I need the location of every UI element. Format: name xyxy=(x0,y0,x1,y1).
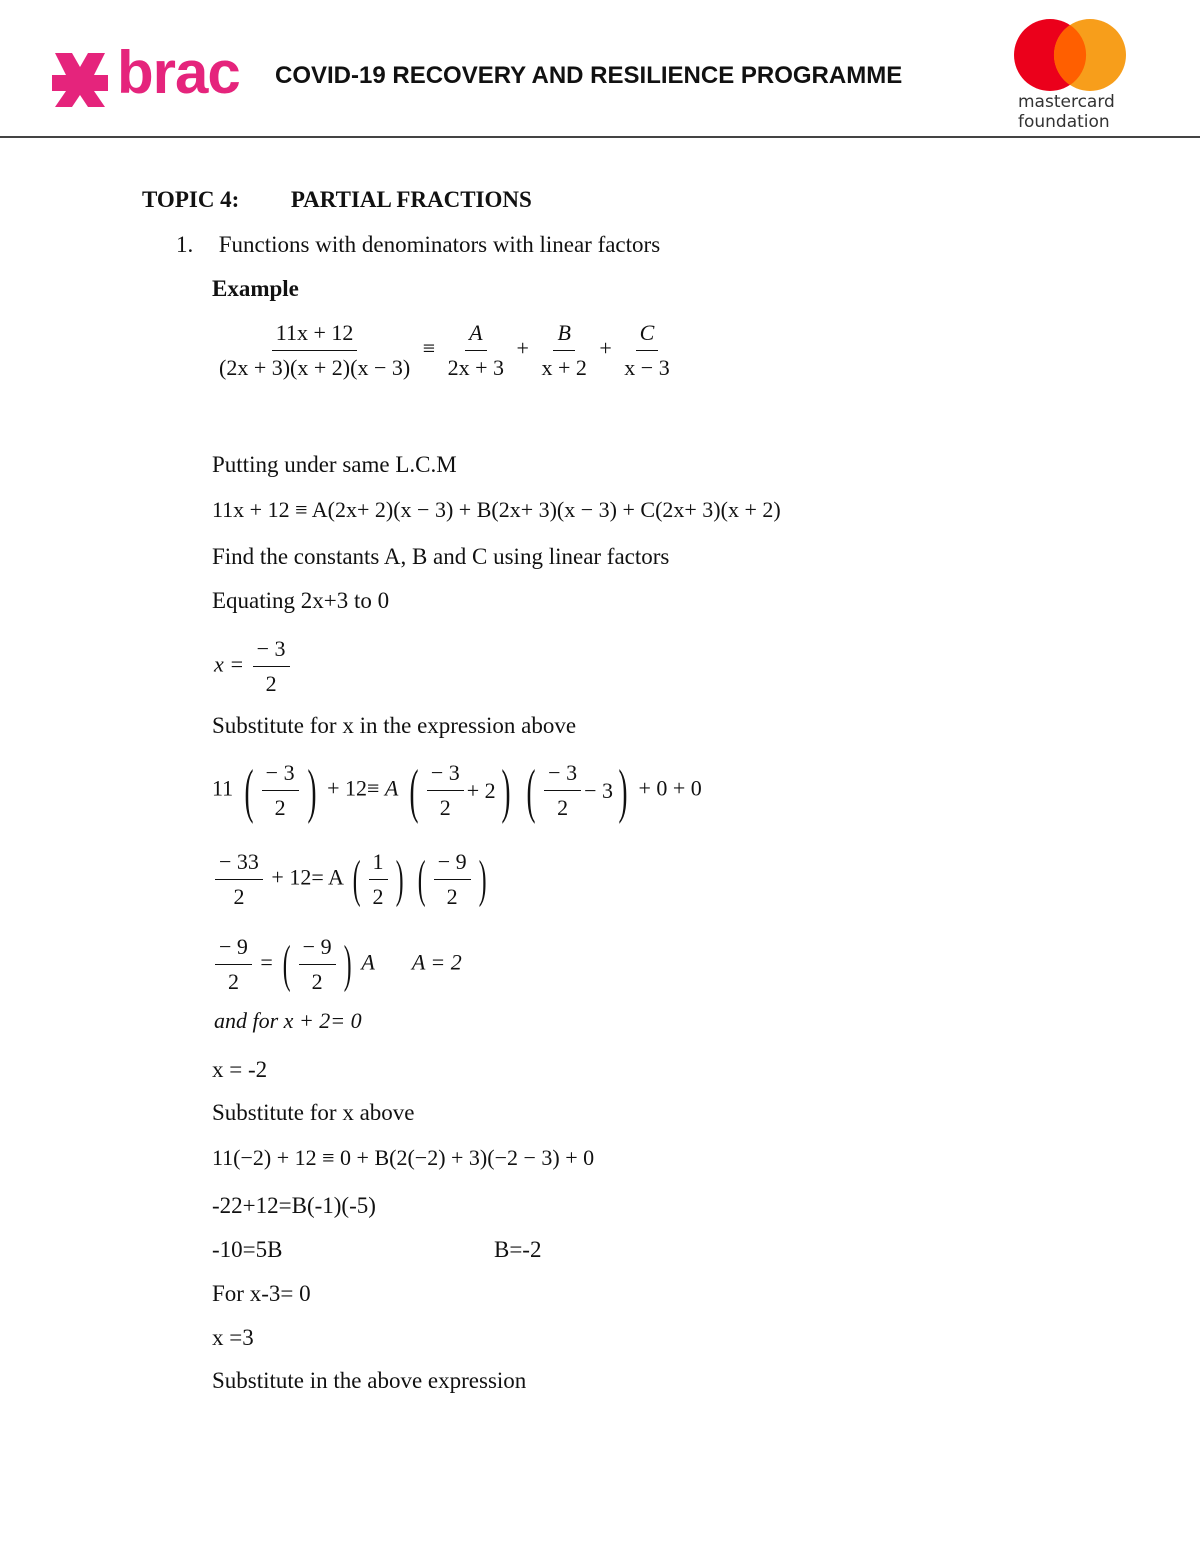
b-fraction: $\frac{B}{x + 2}$ xyxy=(541,320,587,380)
and-for-text: and for x + 2= 0 xyxy=(214,1008,362,1033)
lcm-text: Putting under same L.C.M xyxy=(212,452,457,477)
for-x3-text: For x-3= 0 xyxy=(212,1281,311,1306)
equation-5: $\frac{- 9}{2}$ = ( $\frac{- 9}{2}$ ) A A = 2 xyxy=(212,932,462,997)
substitute-text: Substitute for x in the expression above xyxy=(212,713,577,738)
equation-3: 11 ( $\frac{- 3}{2}$ ) + 12≡ A ( $\frac{- 3}{2}$ + 2 ) ( $\frac{- 3}{2}$ − 3 ) + 0 + 0 xyxy=(212,758,702,823)
x-value-equation: x = $\frac{- 3}{2}$ xyxy=(214,634,293,699)
list-item-text: Functions with denominators with linear factors xyxy=(218,232,661,257)
topic-label: TOPIC 4: xyxy=(142,187,240,212)
substitute-above-text: Substitute for x above xyxy=(212,1100,415,1125)
example-label: Example xyxy=(212,276,299,301)
mastercard-line: mastercard xyxy=(1018,92,1115,112)
a-fraction: $\frac{A}{2x + 3}$ xyxy=(447,320,505,380)
header-divider xyxy=(0,136,1200,138)
equation-8-right: B=-2 xyxy=(494,1237,542,1262)
equation-7: -22+12=B(-1)(-5) xyxy=(212,1193,376,1218)
list-item-1 xyxy=(176,232,660,258)
topic-heading xyxy=(142,187,532,213)
list-item-number: 1. xyxy=(176,232,194,257)
foundation-line: foundation xyxy=(1018,112,1110,132)
page-header xyxy=(0,0,1200,138)
substitute-expression-text: Substitute in the above expression xyxy=(212,1368,527,1393)
c-fraction: $\frac{C}{x - 3}$ xyxy=(624,320,670,380)
equation-4: $\frac{- 33}{2}$ + 12= A ( $\frac{1}{2}$ ) ( $\frac{- 9}{2}$ ) xyxy=(212,847,491,912)
a-result: A = 2 xyxy=(411,949,462,975)
mastercard-foundation-text xyxy=(1018,92,1128,132)
mastercard-logo-icon xyxy=(1010,18,1130,93)
brac-logo-text: brac xyxy=(117,39,240,106)
topic-title: PARTIAL FRACTIONS xyxy=(290,187,532,212)
lhs-fraction: $\frac{11x + 12}{(2x + 3)(x + 2)(x - 3)}$ xyxy=(219,320,411,380)
equation-1: $\frac{11x + 12}{(2x + 3)(x + 2)(x - 3)}$ ≡ $\frac{A}{2x + 3}$ + $\frac{B}{x + 2}$ + $\frac{C}{x - 3}$ xyxy=(212,318,677,383)
equation-6: 11(−2) + 12 ≡ 0 + B(2(−2) + 3)(−2 − 3) + 0 xyxy=(212,1145,595,1170)
equation-8-left: -10=5B xyxy=(212,1237,283,1262)
find-constants-text: Find the constants A, B and C using linear factors xyxy=(212,544,670,569)
equation-2: 11x + 12 ≡ A(2x+ 2)(x − 3) + B(2x+ 3)(x − 3) + C(2x+ 3)(x + 2) xyxy=(212,497,781,522)
equating-text: Equating 2x+3 to 0 xyxy=(212,588,390,613)
x-3-text: x =3 xyxy=(212,1325,254,1350)
x-neg2-text: x = -2 xyxy=(212,1057,268,1082)
x-fraction: $\frac{- 3}{2}$ xyxy=(253,634,290,699)
programme-title: COVID-19 RECOVERY AND RESILIENCE PROGRAMME xyxy=(275,62,903,89)
